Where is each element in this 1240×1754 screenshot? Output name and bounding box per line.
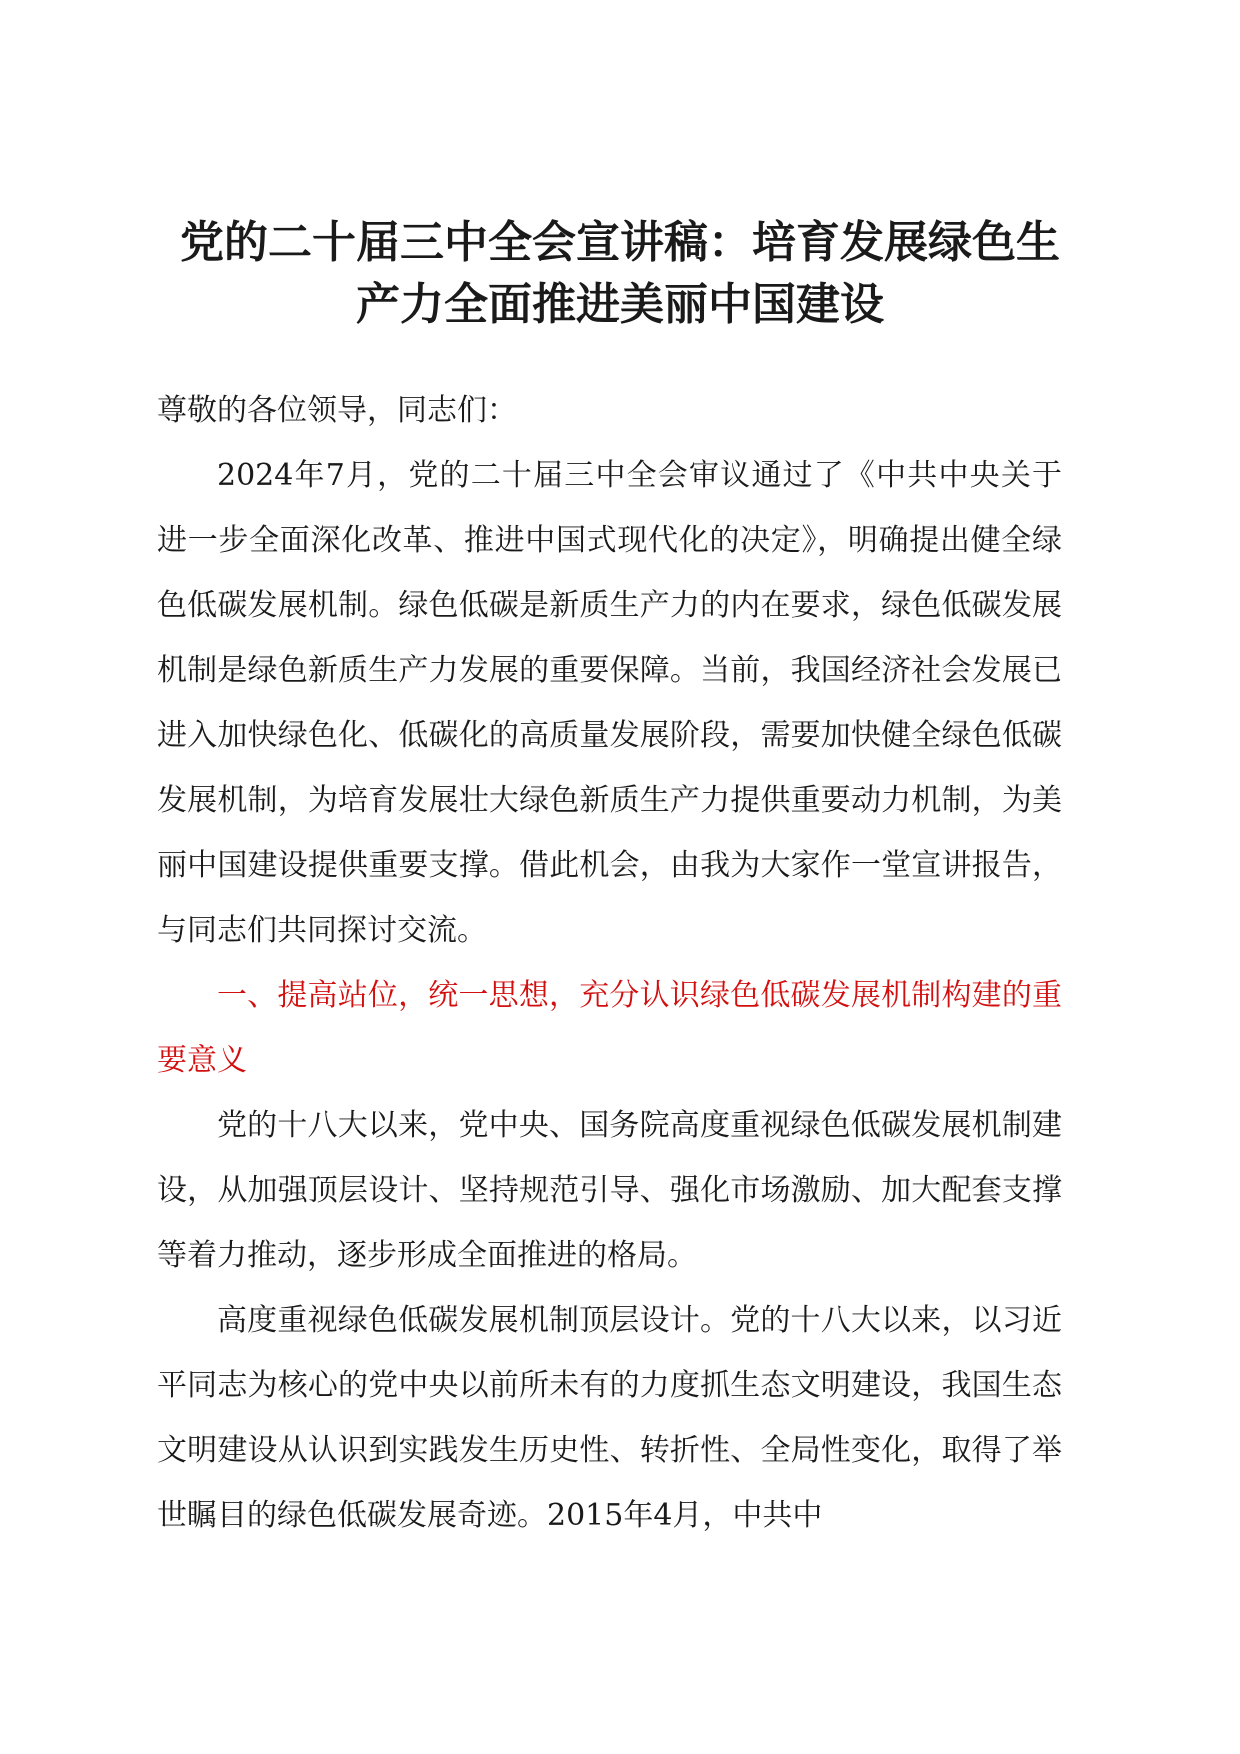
paragraph-section-1-a: 党的十八大以来，党中央、国务院高度重视绿色低碳发展机制建设，从加强顶层设计、坚持规范引导、强化市场激励、加大配套支撑等着力推动，逐步形成全面推进的格局。 — [157, 1108, 1062, 1273]
title-line-2: 产力全面推进美丽中国建设 — [356, 279, 884, 330]
title-line-1: 党的二十届三中全会宣讲稿：培育发展绿色生 — [180, 217, 1060, 268]
document-title — [150, 212, 1090, 336]
paragraph-intro: 2024年7月，党的二十届三中全会审议通过了《中共中央关于进一步全面深化改革、推进中国式现代化的决定》，明确提出健全绿色低碳发展机制。绿色低碳是新质生产力的内在要求，绿色低碳发展机制是绿色新质生产力发展的重要保障。当前，我国经济社会发展已进入加快绿色化、低碳化的高质量发展阶段，需要加快健全绿色低碳发展机制，为培育发展壮大绿色新质生产力提供重要动力机制，为美丽中国建设提供重要支撑。借此机会，由我为大家作一堂宣讲报告，与同志们共同探讨交流。 — [157, 458, 1062, 948]
section-heading-1: 一、提高站位，统一思想，充分认识绿色低碳发展机制构建的重要意义 — [157, 978, 1062, 1078]
document-body — [157, 378, 1062, 1548]
salutation: 尊敬的各位领导，同志们： — [157, 393, 517, 428]
paragraph-section-1-b: 高度重视绿色低碳发展机制顶层设计。党的十八大以来，以习近平同志为核心的党中央以前所未有的力度抓生态文明建设，我国生态文明建设从认识到实践发生历史性、转折性、全局性变化，取得了举世瞩目的绿色低碳发展奇迹。2015年4月，中共中 — [157, 1303, 1062, 1533]
